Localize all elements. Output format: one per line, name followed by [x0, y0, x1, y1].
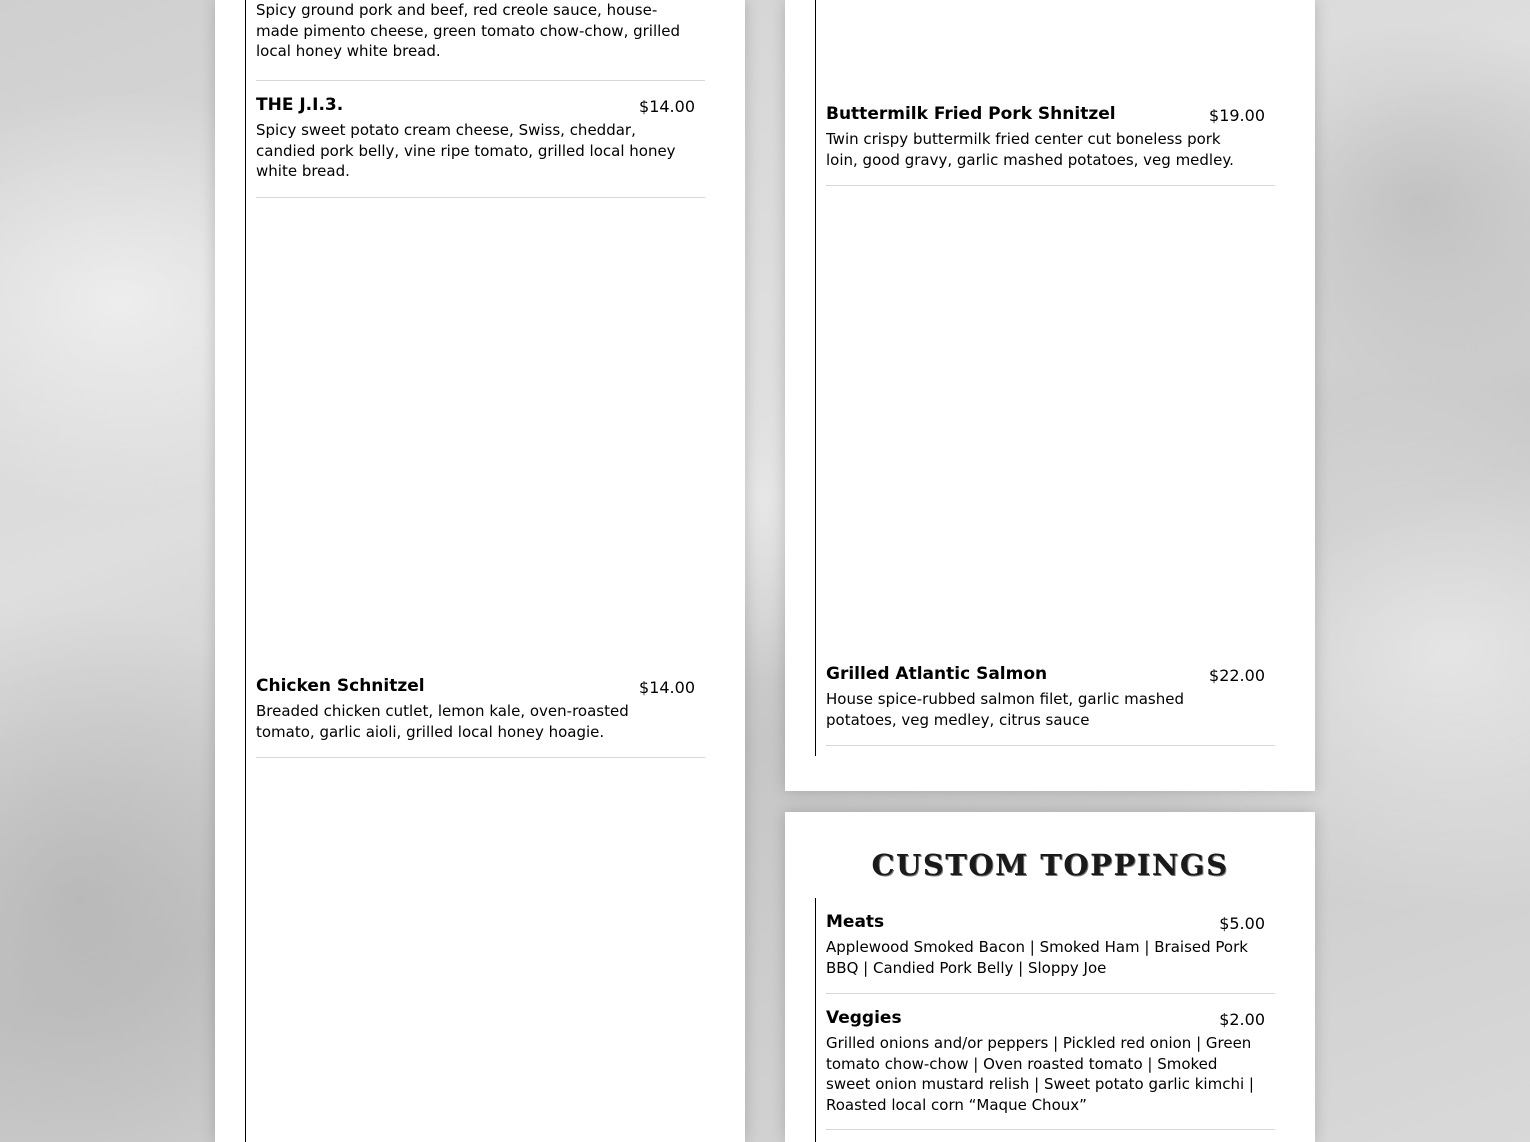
custom-toppings-panel: [785, 812, 1315, 1142]
menu-item-price: $14.00: [639, 678, 695, 697]
menu-item-description: Spicy sweet potato cream cheese, Swiss, cheddar, candied pork belly, vine ripe tomato, grilled local honey white bread.: [256, 121, 676, 180]
menu-item-description: House spice-rubbed salmon filet, garlic mashed potatoes, veg medley, citrus sauce: [826, 690, 1185, 729]
menu-item-name: Grilled Atlantic Salmon: [826, 664, 1048, 684]
menu-panel-right-entrees: [785, 0, 1315, 791]
menu-item-chicken-schnitzel: [256, 675, 705, 758]
topping-item-veggies: [826, 1007, 1275, 1130]
menu-panel-left: [215, 0, 745, 1142]
topping-price: $5.00: [1219, 914, 1265, 933]
menu-item-price: $14.00: [639, 97, 695, 116]
menu-item-description: Twin crispy buttermilk fried center cut boneless pork loin, good gravy, garlic mashed potatoes, veg medley.: [826, 130, 1234, 169]
menu-item-price: $22.00: [1209, 666, 1265, 685]
menu-item-description: Spicy ground pork and beef, red creole sauce, house-made pimento cheese, green tomato chow-chow, grilled local honey white bread.: [256, 1, 681, 60]
section-title: CUSTOM TOPPINGS: [871, 848, 1229, 882]
menu-item-price: $19.00: [1209, 106, 1265, 125]
topping-description: Grilled onions and/or peppers | Pickled red onion | Green tomato chow-chow | Oven roasted tomato | Smoked sweet onion mustard relish | Sweet potato garlic kimchi | Roasted local corn “Maque Choux”: [826, 1034, 1254, 1114]
menu-item-jib: [256, 94, 705, 198]
topping-name: Meats: [826, 912, 885, 932]
menu-item-pork-shnitzel: [826, 103, 1275, 186]
menu-item-atlantic-salmon: [826, 663, 1275, 746]
menu-item-description: Breaded chicken cutlet, lemon kale, oven-roasted tomato, garlic aioli, grilled local honey hoagie.: [256, 702, 629, 741]
column-divider-line: [245, 0, 246, 1142]
topping-description: Applewood Smoked Bacon | Smoked Ham | Braised Pork BBQ | Candied Pork Belly | Sloppy Joe: [826, 938, 1248, 977]
topping-price: $2.00: [1219, 1010, 1265, 1029]
column-divider-line: [815, 0, 816, 756]
column-divider-line: [815, 898, 816, 1142]
menu-item-name: Chicken Schnitzel: [256, 676, 425, 696]
topping-item-meats: [826, 911, 1275, 994]
menu-item-name: THE J.I.3.: [256, 95, 344, 115]
menu-item-pimento-sandwich: [256, 0, 705, 81]
menu-item-name: Buttermilk Fried Pork Shnitzel: [826, 104, 1116, 124]
topping-name: Veggies: [826, 1008, 902, 1028]
